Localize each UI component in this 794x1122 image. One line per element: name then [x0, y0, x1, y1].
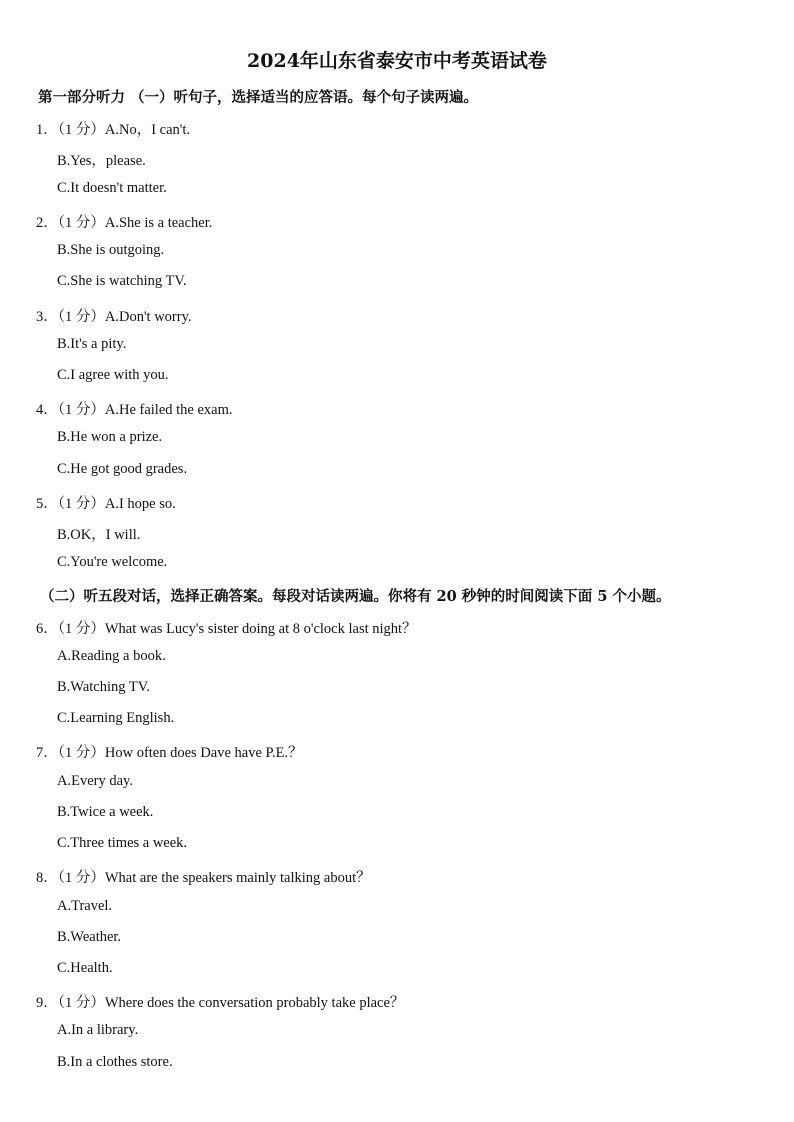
answer-option: B.It's a pity.	[57, 336, 127, 352]
answer-option: A.In a library.	[57, 1022, 139, 1038]
answer-option: B.She is outgoing.	[57, 242, 165, 258]
answer-option: C.He got good grades.	[57, 461, 188, 477]
answer-option: B.He won a prize.	[57, 429, 163, 445]
question-stem: 3．（1 分）A.Don't worry.	[36, 309, 192, 325]
question-stem: 4．（1 分）A.He failed the exam.	[36, 402, 233, 418]
answer-option: B.OK，I will.	[57, 527, 141, 543]
question-stem: 5．（1 分）A.I hope so.	[36, 496, 176, 512]
question-stem: 7．（1 分）How often does Dave have P.E.？	[36, 745, 303, 761]
answer-option: A.Reading a book.	[57, 648, 166, 664]
question-stem: 1．（1 分）A.No，I can't.	[36, 122, 191, 138]
answer-option: C.Three times a week.	[57, 835, 188, 851]
answer-option: C.It doesn't matter.	[57, 180, 167, 196]
answer-option: C.I agree with you.	[57, 367, 169, 383]
answer-option: C.Health.	[57, 960, 113, 976]
question-stem: 2．（1 分）A.She is a teacher.	[36, 215, 213, 231]
answer-option: A.Every day.	[57, 773, 133, 789]
question-stem: 9．（1 分）Where does the conversation probably take place？	[36, 995, 405, 1011]
question-stem: 8．（1 分）What are the speakers mainly talking about？	[36, 870, 371, 886]
section-heading-part-one: 第一部分听力 （一）听句子，选择适当的应答语。每个句子读两遍。	[38, 89, 479, 106]
answer-option: A.Travel.	[57, 898, 113, 914]
answer-option: C.She is watching TV.	[57, 273, 187, 289]
answer-option: B.Weather.	[57, 929, 122, 945]
answer-option: B.Twice a week.	[57, 804, 154, 820]
answer-option: B.Yes，please.	[57, 153, 146, 169]
page-title: 2024年山东省泰安市中考英语试卷	[247, 50, 547, 72]
answer-option: C.You're welcome.	[57, 554, 168, 570]
answer-option: C.Learning English.	[57, 710, 175, 726]
answer-option: B.In a clothes store.	[57, 1054, 173, 1070]
section-heading-part-two: （二）听五段对话，选择正确答案。每段对话读两遍。你将有 20 秒钟的时间阅读下面 5 个小题。	[40, 588, 671, 605]
question-stem: 6．（1 分）What was Lucy's sister doing at 8 o'clock last night？	[36, 621, 417, 637]
answer-option: B.Watching TV.	[57, 679, 150, 695]
